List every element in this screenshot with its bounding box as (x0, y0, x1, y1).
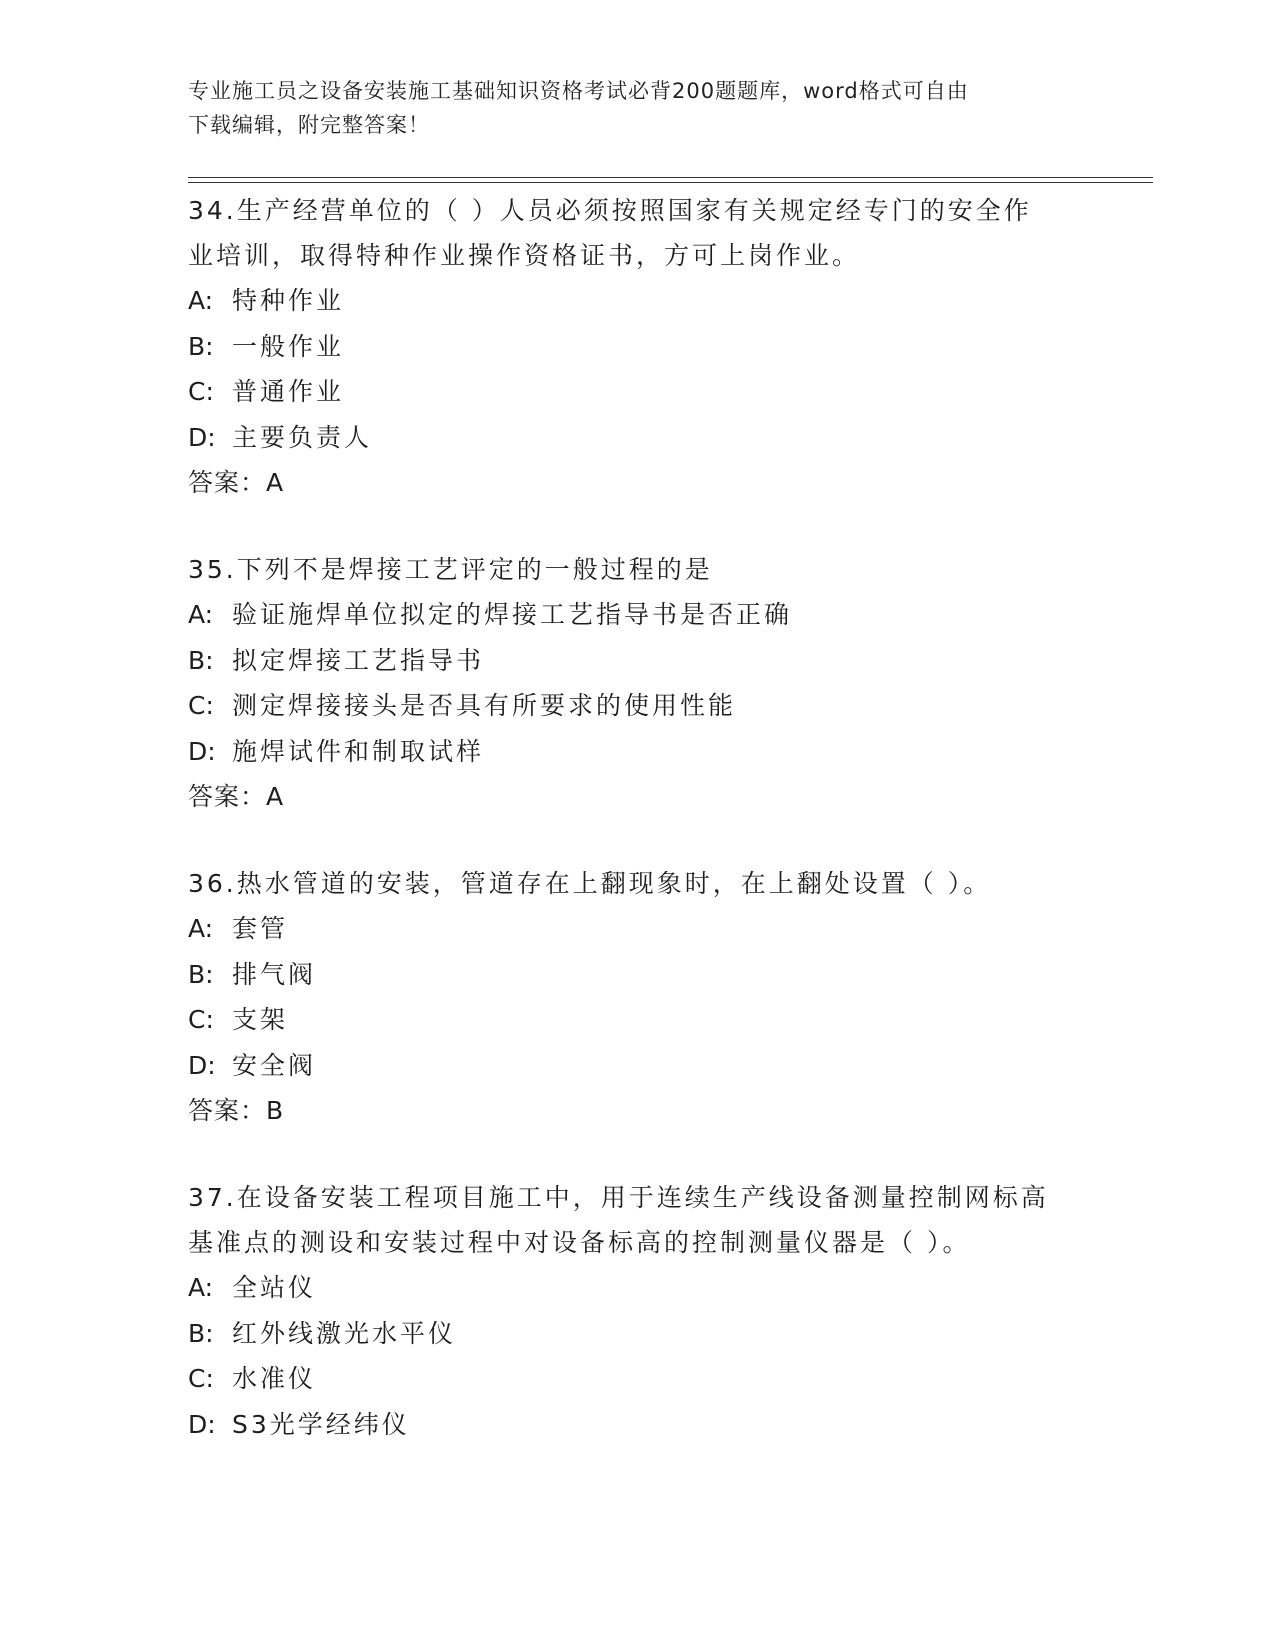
option-text: 红外线激光水平仪 (232, 1318, 457, 1348)
answer-option (188, 324, 1088, 370)
option-text: 一般作业 (232, 331, 345, 361)
option-letter: C: (188, 1005, 214, 1034)
answer-option (188, 1356, 1088, 1402)
document-header (188, 74, 1068, 142)
answer-option (188, 997, 1088, 1043)
option-letter: B: (188, 331, 214, 361)
option-text: 安全阀 (232, 1050, 317, 1080)
answer-option (188, 592, 1088, 638)
question-stem: 基准点的测设和安装过程中对设备标高的控制测量仪器是（ ）。 (188, 1228, 971, 1257)
option-letter: D: (188, 1409, 216, 1439)
answer-key: 答案：A (188, 782, 285, 811)
answer-option (188, 906, 1088, 952)
option-letter: C: (188, 691, 214, 720)
answer-key: 答案：B (188, 1096, 285, 1125)
option-letter: A: (188, 1273, 214, 1302)
header-line-2: 下载编辑，附完整答案！ (188, 113, 430, 137)
option-text: 特种作业 (232, 286, 345, 315)
header-line-1: 专业施工员之设备安装施工基础知识资格考试必背200题题库，word格式可自由 (188, 79, 969, 103)
option-letter: B: (188, 959, 214, 989)
option-letter: A: (188, 286, 214, 315)
answer-option (188, 952, 1088, 998)
option-letter: B: (188, 1318, 214, 1348)
answer-option (188, 415, 1088, 461)
option-text: 拟定焊接工艺指导书 (232, 645, 485, 675)
option-text: 套管 (232, 914, 289, 943)
option-text: 施焊试件和制取试样 (232, 736, 485, 766)
answer-option (188, 1311, 1088, 1357)
option-letter: A: (188, 600, 214, 629)
option-text: 测定焊接接头是否具有所要求的使用性能 (232, 691, 737, 720)
header-divider-bottom (188, 182, 1153, 183)
header-divider-top (188, 177, 1153, 178)
answer-option (188, 1402, 1088, 1448)
question-stem: 业培训，取得特种作业操作资格证书，方可上岗作业。 (188, 241, 861, 270)
answer-option (188, 1265, 1088, 1311)
option-text: S3光学经纬仪 (232, 1409, 410, 1439)
answer-key: 答案：A (188, 468, 285, 497)
question-block (188, 547, 1088, 819)
answer-option (188, 683, 1088, 729)
option-text: 支架 (232, 1005, 289, 1034)
option-text: 全站仪 (232, 1273, 317, 1302)
option-text: 验证施焊单位拟定的焊接工艺指导书是否正确 (232, 600, 793, 629)
option-text: 普通作业 (232, 377, 345, 406)
option-letter: C: (188, 1364, 214, 1393)
question-block (188, 861, 1088, 1133)
answer-option (188, 729, 1088, 775)
answer-option (188, 1043, 1088, 1089)
answer-option (188, 638, 1088, 684)
option-letter: D: (188, 1050, 216, 1080)
option-letter: D: (188, 422, 216, 452)
question-block (188, 1175, 1088, 1447)
option-text: 水准仪 (232, 1364, 317, 1393)
option-letter: C: (188, 377, 214, 406)
option-text: 主要负责人 (232, 422, 373, 452)
option-text: 排气阀 (232, 959, 317, 989)
answer-option (188, 369, 1088, 415)
option-letter: A: (188, 914, 214, 943)
question-stem: 37.在设备安装工程项目施工中，用于连续生产线设备测量控制网标高 (188, 1183, 1049, 1212)
question-block (188, 188, 1088, 505)
option-letter: D: (188, 736, 216, 766)
question-stem: 34.生产经营单位的（ ）人员必须按照国家有关规定经专门的安全作 (188, 196, 1032, 225)
answer-option (188, 278, 1088, 324)
question-list (188, 188, 1088, 1489)
question-stem: 36.热水管道的安装，管道存在上翻现象时，在上翻处设置（ ）。 (188, 869, 992, 898)
option-letter: B: (188, 645, 214, 675)
question-stem: 35.下列不是焊接工艺评定的一般过程的是 (188, 555, 713, 584)
